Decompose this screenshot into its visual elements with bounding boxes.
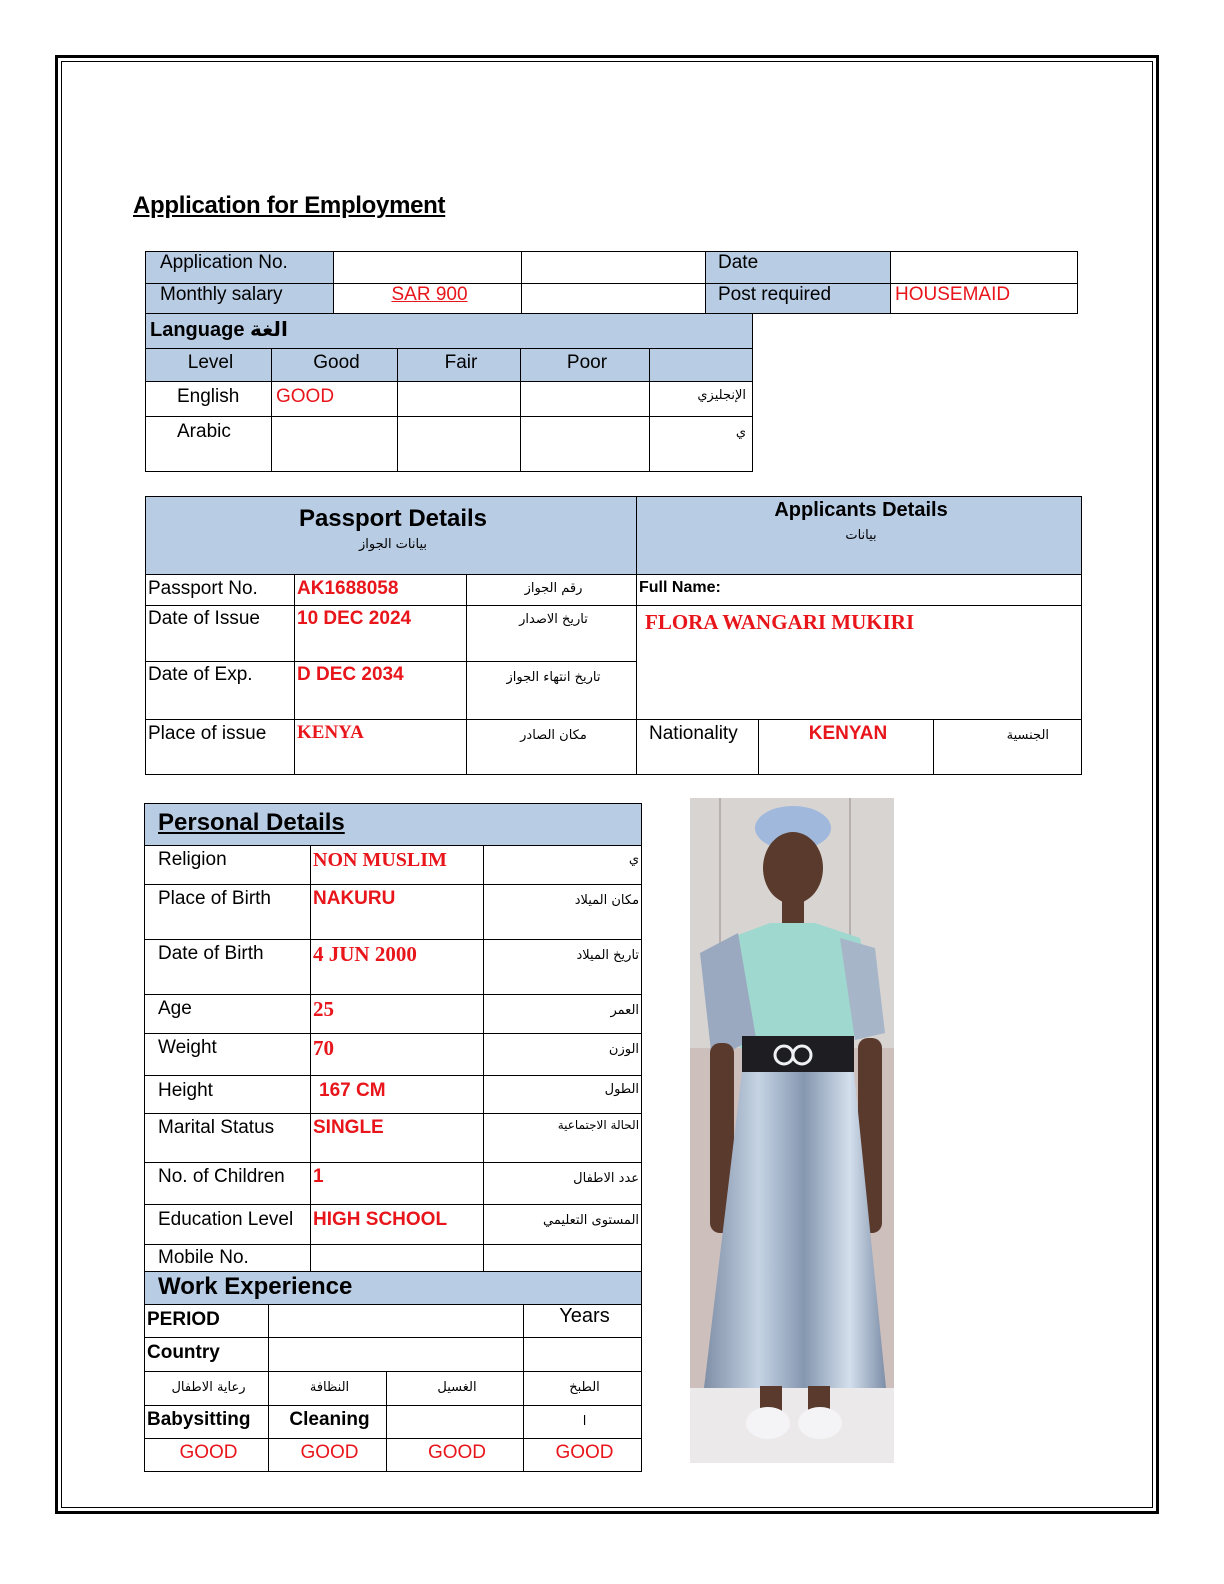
- date-of-issue-arabic: تاريخ الاصدار: [467, 606, 637, 662]
- period-label: PERIOD: [145, 1305, 269, 1338]
- poor-header: Poor: [521, 349, 650, 382]
- blank-header: [650, 349, 753, 382]
- application-table: [145, 251, 1078, 314]
- arabic-good-cell: [272, 417, 398, 472]
- religion-value: NON MUSLIM: [311, 846, 484, 885]
- country-field[interactable]: [269, 1338, 524, 1372]
- place-of-birth-arabic: مكان الميلاد: [484, 885, 642, 940]
- salary-blank-cell: [522, 284, 706, 314]
- place-of-birth-label: Place of Birth: [145, 885, 311, 940]
- date-of-birth-label: Date of Birth: [145, 940, 311, 995]
- monthly-salary-value: SAR 900: [334, 284, 522, 314]
- babysitting-rating: GOOD: [145, 1439, 269, 1472]
- place-of-birth-value: NAKURU: [311, 885, 484, 940]
- passport-details-header: [146, 497, 637, 575]
- marital-status-label: Marital Status: [145, 1114, 311, 1163]
- application-no-label: Application No.: [146, 252, 334, 284]
- place-of-issue-value: KENYA: [295, 720, 467, 775]
- post-required-value: HOUSEMAID: [891, 284, 1078, 314]
- english-poor-cell: [521, 382, 650, 417]
- place-of-issue-arabic: مكان الصادر: [467, 720, 637, 775]
- arabic-poor-cell: [521, 417, 650, 472]
- form-title: Application for Employment: [133, 192, 446, 219]
- application-blank-cell: [522, 252, 706, 284]
- height-value: 167 CM: [311, 1076, 484, 1114]
- date-of-birth-value: 4 JUN 2000: [311, 940, 484, 995]
- post-required-label: Post required: [706, 284, 891, 314]
- cooking-label-arabic: ا: [524, 1406, 642, 1439]
- religion-label: Religion: [145, 846, 311, 885]
- weight-arabic: الوزن: [484, 1034, 642, 1076]
- babysitting-arabic: رعاية الاطفال: [145, 1372, 269, 1406]
- children-arabic: عدد الاطفال: [484, 1163, 642, 1205]
- passport-applicant-table: [145, 496, 1082, 775]
- children-value: 1: [311, 1163, 484, 1205]
- applicant-details-title: Applicants Details: [774, 499, 948, 521]
- date-of-exp-arabic: تاريخ انتهاء الجواز: [467, 662, 637, 720]
- education-level-arabic: المستوى التعليمي: [484, 1205, 642, 1245]
- religion-arabic: ي: [484, 846, 642, 885]
- nationality-label: Nationality: [637, 720, 759, 775]
- height-arabic: الطول: [484, 1076, 642, 1114]
- age-label: Age: [145, 995, 311, 1034]
- age-arabic: العمر: [484, 995, 642, 1034]
- babysitting-label: Babysitting: [145, 1406, 269, 1439]
- date-of-issue-label: Date of Issue: [146, 606, 295, 662]
- cleaning-rating: GOOD: [269, 1439, 387, 1472]
- place-of-issue-label: Place of issue: [146, 720, 295, 775]
- applicant-details-header: [637, 497, 1082, 575]
- height-label: Height: [145, 1076, 311, 1114]
- fair-header: Fair: [398, 349, 521, 382]
- cleaning-arabic: النظافة: [269, 1372, 387, 1406]
- mobile-no-label: Mobile No.: [145, 1245, 311, 1273]
- washing-arabic: الغسيل: [387, 1372, 524, 1406]
- passport-details-title: Passport Details: [298, 505, 488, 532]
- application-no-field[interactable]: [334, 252, 522, 284]
- period-field[interactable]: [269, 1305, 524, 1338]
- passport-details-arabic: بيانات الجواز: [358, 537, 428, 552]
- weight-value: 70: [311, 1034, 484, 1076]
- level-header: Level: [146, 349, 272, 382]
- personal-details-table: [144, 803, 642, 1273]
- work-experience-title: Work Experience: [145, 1272, 642, 1305]
- nationality-value: KENYAN: [759, 720, 934, 775]
- passport-no-value: AK1688058: [295, 575, 467, 606]
- country-extra-cell: [524, 1338, 642, 1372]
- date-of-exp-label: Date of Exp.: [146, 662, 295, 720]
- full-name-label: Full Name:: [637, 575, 1082, 606]
- years-label: Years: [524, 1305, 642, 1338]
- mobile-no-arabic: [484, 1245, 642, 1273]
- country-label: Country: [145, 1338, 269, 1372]
- monthly-salary-label: Monthly salary: [146, 284, 334, 314]
- full-name-value: FLORA WANGARI MUKIRI: [637, 606, 1082, 720]
- cooking-arabic: الطبخ: [524, 1372, 642, 1406]
- personal-details-title: Personal Details: [145, 804, 642, 846]
- passport-no-arabic: رقم الجواز: [467, 575, 637, 606]
- cleaning-label: Cleaning: [269, 1406, 387, 1439]
- date-field[interactable]: [891, 252, 1078, 284]
- english-fair-cell: [398, 382, 521, 417]
- arabic-fair-cell: [398, 417, 521, 472]
- english-good-value: GOOD: [272, 382, 398, 417]
- children-label: No. of Children: [145, 1163, 311, 1205]
- date-of-birth-arabic: تاريخ الميلاد: [484, 940, 642, 995]
- education-level-label: Education Level: [145, 1205, 311, 1245]
- applicant-details-arabic: بيانات: [845, 528, 877, 543]
- passport-no-label: Passport No.: [146, 575, 295, 606]
- washing-rating: GOOD: [387, 1439, 524, 1472]
- arabic-label: Arabic: [146, 417, 272, 472]
- date-of-issue-value: 10 DEC 2024: [295, 606, 467, 662]
- education-level-value: HIGH SCHOOL: [311, 1205, 484, 1245]
- applicant-photo: [690, 798, 894, 1463]
- language-table: [145, 313, 753, 472]
- washing-label-cell: [387, 1406, 524, 1439]
- work-experience-table: [144, 1271, 642, 1472]
- arabic-arabic-label: ي: [650, 417, 753, 472]
- marital-status-value: SINGLE: [311, 1114, 484, 1163]
- good-header: Good: [272, 349, 398, 382]
- weight-label: Weight: [145, 1034, 311, 1076]
- english-arabic-label: الإنجليزي: [650, 382, 753, 417]
- language-title: Language الغة: [146, 314, 753, 349]
- date-label: Date: [706, 252, 891, 284]
- mobile-no-field[interactable]: [311, 1245, 484, 1273]
- marital-status-arabic: الحالة الاجتماعية: [484, 1114, 642, 1163]
- cooking-rating: GOOD: [524, 1439, 642, 1472]
- date-of-exp-value: D DEC 2034: [295, 662, 467, 720]
- nationality-arabic: الجنسية: [934, 720, 1082, 775]
- english-label: English: [146, 382, 272, 417]
- age-value: 25: [311, 995, 484, 1034]
